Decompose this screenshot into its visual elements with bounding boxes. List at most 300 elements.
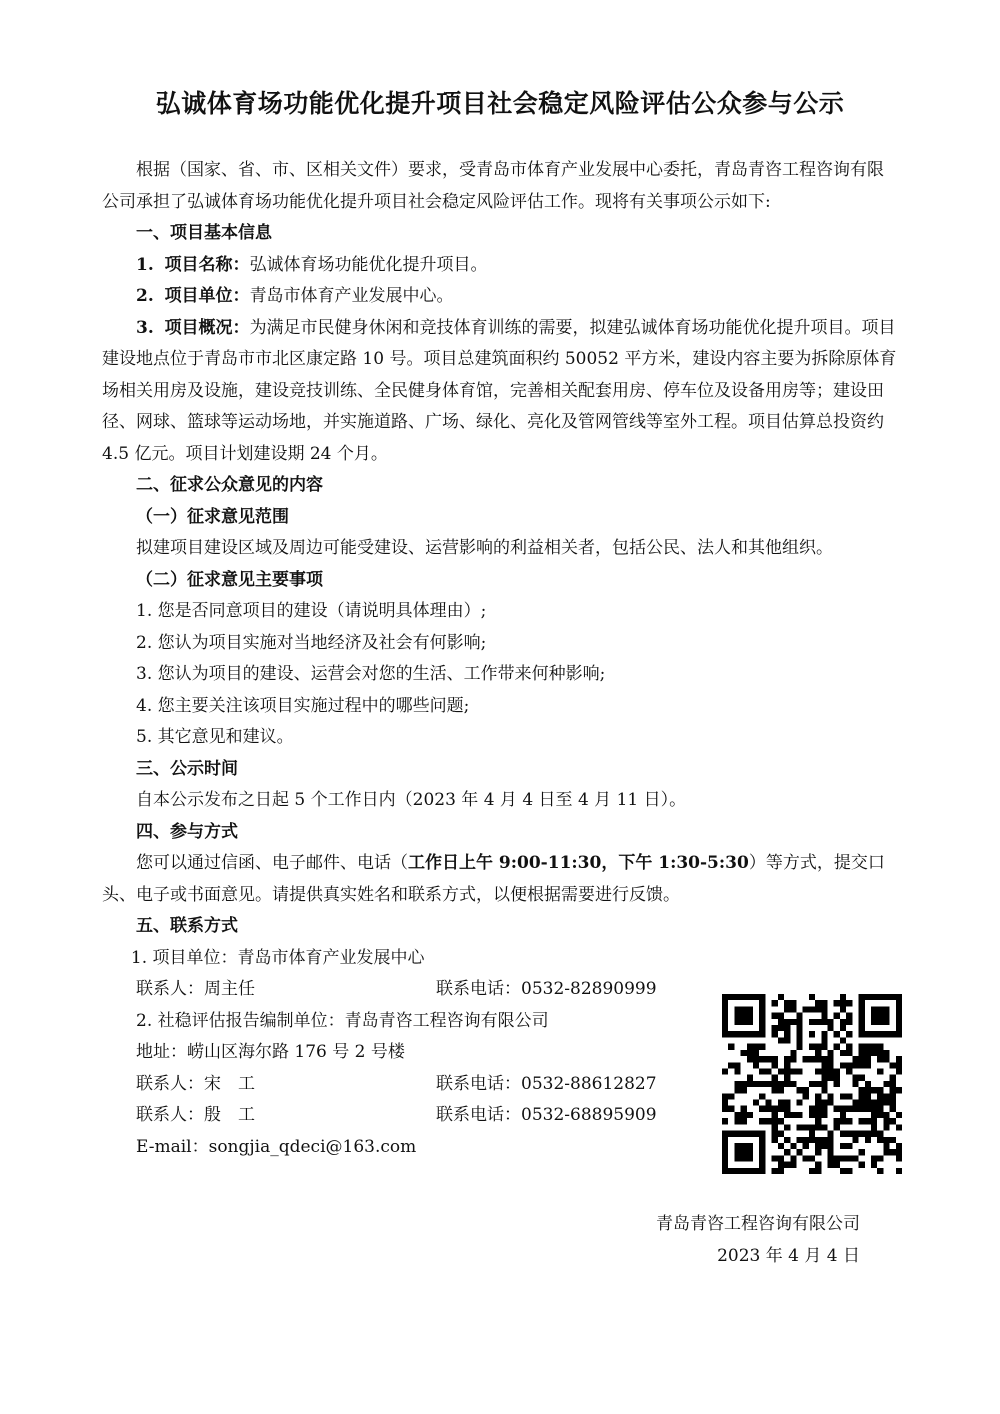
qr-module <box>828 1093 834 1099</box>
participation-text <box>102 848 900 911</box>
qr-module <box>865 1100 871 1106</box>
qr-module <box>728 1044 734 1050</box>
qr-module <box>759 1044 765 1050</box>
item-text: 青岛市体育产业发展中心。 <box>249 286 454 306</box>
qr-module <box>803 1006 809 1012</box>
qr-module <box>803 1093 809 1099</box>
qr-module <box>790 1155 796 1161</box>
qr-module <box>877 1087 883 1093</box>
qr-module <box>840 1006 846 1012</box>
qr-module <box>796 1100 802 1106</box>
qr-module <box>840 1106 846 1112</box>
qr-module <box>821 1100 827 1106</box>
working-hours: 工作日上午 9:00-11:30，下午 1:30-5:30 <box>408 853 749 873</box>
qr-module <box>821 1143 827 1149</box>
qr-module <box>790 1162 796 1168</box>
qr-module <box>821 1075 827 1081</box>
qr-module <box>865 1137 871 1143</box>
qr-module <box>815 1019 821 1025</box>
qr-module <box>896 1155 902 1161</box>
item-number: 2. <box>136 286 154 306</box>
qr-module <box>840 994 846 1000</box>
qr-module <box>815 1137 821 1143</box>
list-item: 2. 您认为项目实施对当地经济及社会有何影响; <box>136 632 487 653</box>
qr-module <box>784 1062 790 1068</box>
qr-module <box>784 1100 790 1106</box>
qr-module <box>896 1112 902 1118</box>
qr-module <box>859 1075 865 1081</box>
qr-module <box>890 1149 896 1155</box>
qr-module <box>846 1019 852 1025</box>
qr-module <box>840 1118 846 1124</box>
qr-module <box>877 1155 883 1161</box>
qr-module <box>871 1124 877 1130</box>
qr-module <box>834 1068 840 1074</box>
qr-module <box>877 1050 883 1056</box>
qr-module <box>834 1118 840 1124</box>
qr-module <box>778 1087 784 1093</box>
qr-module <box>883 1149 889 1155</box>
qr-module <box>815 1162 821 1168</box>
qr-module <box>846 1062 852 1068</box>
qr-module <box>877 1137 883 1143</box>
list-item: 5. 其它意见和建议。 <box>136 727 294 747</box>
qr-module <box>778 1168 784 1174</box>
contact-person: 联系人：宋 工 <box>136 1073 255 1094</box>
qr-module <box>846 1000 852 1006</box>
qr-module <box>834 1155 840 1161</box>
qr-module <box>815 1081 821 1087</box>
qr-module <box>871 1100 877 1106</box>
qr-module <box>809 1106 815 1112</box>
qr-module <box>821 1112 827 1118</box>
qr-module <box>790 1019 796 1025</box>
qr-module <box>796 1013 802 1019</box>
qr-module <box>890 1087 896 1093</box>
project-unit-line: 1. 项目单位：青岛市体育产业发展中心 <box>130 947 425 968</box>
qr-module <box>772 1087 778 1093</box>
project-name-item <box>102 250 900 282</box>
qr-module <box>840 1131 846 1137</box>
qr-module <box>809 1112 815 1118</box>
qr-module <box>896 1062 902 1068</box>
qr-module <box>759 1118 765 1124</box>
qr-module <box>846 1031 852 1037</box>
qr-module <box>883 1124 889 1130</box>
qr-module <box>865 1106 871 1112</box>
qr-module <box>896 1056 902 1062</box>
qr-module <box>753 1050 759 1056</box>
qr-module <box>753 1081 759 1087</box>
qr-module <box>722 1068 728 1074</box>
qr-module <box>871 1050 877 1056</box>
qr-module <box>846 1143 852 1149</box>
qr-module <box>834 1044 840 1050</box>
qr-module <box>784 1112 790 1118</box>
qr-module <box>747 1056 753 1062</box>
qr-module <box>803 1137 809 1143</box>
qr-module <box>741 1112 747 1118</box>
qr-module <box>890 1062 896 1068</box>
qr-module <box>883 1100 889 1106</box>
qr-module <box>859 1056 865 1062</box>
qr-module <box>809 1168 815 1174</box>
qr-module <box>834 1075 840 1081</box>
qr-module <box>871 1162 877 1168</box>
qr-module <box>840 1019 846 1025</box>
project-overview-item <box>102 313 900 471</box>
qr-module <box>821 1068 827 1074</box>
qr-module <box>877 1093 883 1099</box>
qr-module <box>821 1000 827 1006</box>
qr-module <box>821 1106 827 1112</box>
qr-module <box>796 1019 802 1025</box>
qr-module <box>865 1131 871 1137</box>
qr-module <box>784 1075 790 1081</box>
qr-module <box>846 1044 852 1050</box>
qr-module <box>834 1013 840 1019</box>
qr-module <box>772 1112 778 1118</box>
qr-module <box>796 1025 802 1031</box>
qr-module <box>821 1062 827 1068</box>
qr-module <box>815 1112 821 1118</box>
qr-module <box>790 1068 796 1074</box>
qr-module <box>772 1124 778 1130</box>
intro-paragraph: 根据（国家、省、市、区相关文件）要求，受青岛市体育产业发展中心委托，青岛青咨工程咨询有限公司承担了弘诚体育场功能优化提升项目社会稳定风险评估工作。现将有关事项公示如下: <box>102 160 884 212</box>
qr-module <box>840 1143 846 1149</box>
section-1-heading: 一、项目基本信息 <box>136 223 272 243</box>
qr-module <box>821 1031 827 1037</box>
qr-module <box>834 1162 840 1168</box>
qr-module <box>722 1118 728 1124</box>
qr-module <box>815 1124 821 1130</box>
qr-module <box>828 1143 834 1149</box>
qr-module <box>796 1124 802 1130</box>
qr-module <box>871 1106 877 1112</box>
qr-module <box>834 1000 840 1006</box>
qr-module <box>865 1050 871 1056</box>
section-4-heading: 四、参与方式 <box>136 821 238 842</box>
contact-phone: 联系电话：0532-88612827 <box>436 1073 657 1094</box>
qr-module <box>815 1056 821 1062</box>
participation-text-a: 您可以通过信函、电子邮件、电话（ <box>136 853 408 873</box>
qr-module <box>846 1106 852 1112</box>
qr-module <box>821 1006 827 1012</box>
qr-module <box>778 1155 784 1161</box>
qr-module <box>772 1155 778 1161</box>
qr-module <box>753 1062 759 1068</box>
qr-module <box>883 1118 889 1124</box>
qr-module <box>834 1124 840 1130</box>
qr-module <box>828 1025 834 1031</box>
qr-module <box>784 1124 790 1130</box>
qr-module <box>728 1106 734 1112</box>
contact-phone: 联系电话：0532-68895909 <box>436 1105 657 1125</box>
qr-module <box>840 1050 846 1056</box>
qr-module <box>778 1025 784 1031</box>
qr-module <box>815 1149 821 1155</box>
qr-module <box>759 1093 765 1099</box>
qr-module <box>772 1081 778 1087</box>
qr-module <box>728 1093 734 1099</box>
qr-module <box>859 1044 865 1050</box>
qr-module <box>772 1168 778 1174</box>
qr-module <box>778 1106 784 1112</box>
email-line: E-mail：songjia_qdeci@163.com <box>136 1136 417 1157</box>
qr-module <box>790 1050 796 1056</box>
qr-module <box>896 1124 902 1130</box>
qr-module <box>772 1131 778 1137</box>
qr-module <box>865 1044 871 1050</box>
qr-module <box>834 1031 840 1037</box>
qr-module <box>815 1068 821 1074</box>
qr-module <box>840 1168 846 1174</box>
qr-module <box>722 1100 728 1106</box>
qr-module <box>828 1019 834 1025</box>
qr-module <box>809 994 815 1000</box>
qr-module <box>877 1100 883 1106</box>
qr-module <box>778 1081 784 1087</box>
qr-module <box>784 1037 790 1043</box>
qr-module <box>809 1056 815 1062</box>
qr-module <box>840 1112 846 1118</box>
qr-module <box>821 1087 827 1093</box>
qr-module <box>877 1168 883 1174</box>
item-label: 项目概况： <box>164 317 250 338</box>
qr-module <box>772 1031 778 1037</box>
qr-module <box>809 1124 815 1130</box>
qr-module <box>846 1131 852 1137</box>
qr-module <box>890 1100 896 1106</box>
qr-module <box>871 1131 877 1137</box>
qr-module <box>815 1000 821 1006</box>
page-title: 弘诚体育场功能优化提升项目社会稳定风险评估公众参与公示 <box>155 89 845 118</box>
qr-module <box>859 1050 865 1056</box>
scope-text: 拟建项目建设区域及周边可能受建设、运营影响的利益相关者，包括公民、法人和其他组织。 <box>136 538 833 558</box>
qr-module <box>772 1056 778 1062</box>
qr-module <box>877 1131 883 1137</box>
qr-module <box>896 1168 902 1174</box>
qr-module <box>883 1143 889 1149</box>
qr-module <box>796 1112 802 1118</box>
qr-module <box>828 1155 834 1161</box>
qr-module <box>765 1100 771 1106</box>
qr-module <box>834 1106 840 1112</box>
qr-module <box>821 1013 827 1019</box>
qr-module <box>765 1106 771 1112</box>
qr-module <box>828 1075 834 1081</box>
qr-module <box>865 1056 871 1062</box>
contact-person: 联系人：殷 工 <box>136 1105 255 1125</box>
qr-module <box>722 1106 728 1112</box>
qr-module <box>840 1062 846 1068</box>
qr-module <box>803 1143 809 1149</box>
qr-module <box>865 1118 871 1124</box>
qr-module <box>890 1081 896 1087</box>
qr-module <box>747 1050 753 1056</box>
qr-module <box>877 1056 883 1062</box>
qr-module <box>846 1050 852 1056</box>
qr-module <box>809 1031 815 1037</box>
qr-module <box>859 1131 865 1137</box>
qr-module <box>859 1106 865 1112</box>
qr-module <box>890 1106 896 1112</box>
qr-module <box>765 1068 771 1074</box>
item-text: 弘诚体育场功能优化提升项目。 <box>249 254 488 275</box>
qr-module <box>747 1081 753 1087</box>
qr-module <box>803 1155 809 1161</box>
qr-module <box>821 1124 827 1130</box>
qr-module <box>852 1075 858 1081</box>
qr-module <box>741 1106 747 1112</box>
qr-module <box>809 1006 815 1012</box>
qr-module <box>859 1087 865 1093</box>
qr-module <box>890 1075 896 1081</box>
qr-module <box>765 1118 771 1124</box>
section-2-heading: 二、征求公众意见的内容 <box>136 475 323 495</box>
qr-module <box>803 1087 809 1093</box>
qr-module <box>753 1056 759 1062</box>
qr-module <box>859 1062 865 1068</box>
qr-module <box>784 1056 790 1062</box>
qr-module <box>778 1118 784 1124</box>
qr-module <box>784 1000 790 1006</box>
qr-module <box>759 1056 765 1062</box>
qr-module <box>852 1106 858 1112</box>
qr-module <box>796 1149 802 1155</box>
qr-module <box>784 1019 790 1025</box>
qr-module <box>790 1143 796 1149</box>
qr-module <box>809 1131 815 1137</box>
item-text: 为满足市民健身休闲和竞技体育训练的需要，拟建弘诚体育场功能优化提升项目。项目建设地点位于青岛市市北区康定路 10 号。项目总建筑面积约 50052 平方米，建设内容主要为拆除原体育场相关用房及设施，建设竞技训练、全民健身体育馆，完善相关配套用房、停车位及设备用房等；建设田径、网球、篮球等运动场地，并实施道路、广场、绿化、亮化及管网管线等室外工程。项目估算总投资约 4.5 亿元。项目计划建设期 24 个月。 <box>102 317 897 464</box>
period-text: 自本公示发布之日起 5 个工作日内（2023 年 4 月 4 日至 4 月 11 日）。 <box>136 790 687 810</box>
qr-module <box>796 1087 802 1093</box>
qr-module <box>815 1006 821 1012</box>
qr-module <box>765 1056 771 1062</box>
qr-module <box>796 1031 802 1037</box>
qr-module <box>871 1155 877 1161</box>
qr-module <box>883 1056 889 1062</box>
qr-module <box>840 1037 846 1043</box>
qr-module <box>828 1056 834 1062</box>
signature-block <box>600 1208 860 1272</box>
qr-module <box>896 1087 902 1093</box>
qr-module <box>852 1131 858 1137</box>
qr-module <box>722 1093 728 1099</box>
qr-module <box>896 1068 902 1074</box>
qr-module <box>734 1068 740 1074</box>
qr-module <box>784 1025 790 1031</box>
qr-module <box>790 1081 796 1087</box>
qr-module <box>803 1056 809 1062</box>
project-unit-item <box>102 281 900 313</box>
qr-module <box>890 1118 896 1124</box>
qr-module <box>846 1168 852 1174</box>
qr-module <box>821 1044 827 1050</box>
qr-module <box>778 1131 784 1137</box>
qr-module <box>852 1081 858 1087</box>
qr-module <box>747 1075 753 1081</box>
qr-module <box>846 1155 852 1161</box>
qr-module <box>865 1087 871 1093</box>
qr-module <box>803 1124 809 1130</box>
item-label: 项目单位： <box>164 286 250 306</box>
qr-module <box>828 1149 834 1155</box>
qr-module <box>741 1118 747 1124</box>
signature-date: 2023 年 4 月 4 日 <box>717 1246 860 1266</box>
qr-module <box>828 1137 834 1143</box>
qr-module <box>815 1118 821 1124</box>
qr-module <box>828 1068 834 1074</box>
qr-module <box>815 1044 821 1050</box>
qr-module <box>859 1162 865 1168</box>
qr-module <box>859 1100 865 1106</box>
qr-module <box>734 1112 740 1118</box>
qr-module <box>784 1006 790 1012</box>
qr-module <box>784 1137 790 1143</box>
qr-module <box>852 1062 858 1068</box>
qr-module <box>840 1155 846 1161</box>
qr-module <box>790 1112 796 1118</box>
qr-module <box>796 1068 802 1074</box>
qr-module <box>741 1050 747 1056</box>
qr-module <box>778 1068 784 1074</box>
qr-module <box>815 1100 821 1106</box>
qr-module <box>784 1106 790 1112</box>
qr-module <box>871 1118 877 1124</box>
qr-module <box>883 1050 889 1056</box>
qr-module <box>840 1093 846 1099</box>
qr-module <box>784 1149 790 1155</box>
qr-module <box>890 1137 896 1143</box>
qr-module <box>840 1025 846 1031</box>
contact-person: 联系人：周主任 <box>136 979 255 999</box>
qr-module <box>796 1044 802 1050</box>
qr-module <box>772 1106 778 1112</box>
qr-module <box>728 1062 734 1068</box>
report-unit-line: 2. 社稳评估报告编制单位：青岛青咨工程咨询有限公司 <box>136 1010 549 1031</box>
qr-module <box>859 1118 865 1124</box>
qr-module <box>828 1131 834 1137</box>
qr-module <box>852 1100 858 1106</box>
qr-module <box>865 1093 871 1099</box>
subsection-1-heading: （一）征求意见范围 <box>136 506 289 527</box>
qr-module <box>834 1081 840 1087</box>
qr-code-icon <box>722 994 902 1174</box>
qr-module <box>871 1044 877 1050</box>
qr-module <box>865 1062 871 1068</box>
qr-module <box>772 1062 778 1068</box>
qr-module <box>840 1000 846 1006</box>
qr-module <box>772 1025 778 1031</box>
qr-module <box>734 1081 740 1087</box>
qr-module <box>778 1143 784 1149</box>
qr-module <box>734 1062 740 1068</box>
qr-module <box>772 1000 778 1006</box>
qr-module <box>790 1056 796 1062</box>
qr-module <box>828 1162 834 1168</box>
qr-module <box>809 1081 815 1087</box>
qr-module <box>815 1050 821 1056</box>
qr-module <box>778 1013 784 1019</box>
qr-module <box>821 1081 827 1087</box>
qr-module <box>765 1081 771 1087</box>
list-item: 3. 您认为项目的建设、运营会对您的生活、工作带来何种影响; <box>136 664 606 684</box>
qr-module <box>790 1000 796 1006</box>
address-line: 地址：崂山区海尔路 176 号 2 号楼 <box>136 1042 405 1062</box>
qr-module <box>846 1118 852 1124</box>
qr-module <box>747 1044 753 1050</box>
